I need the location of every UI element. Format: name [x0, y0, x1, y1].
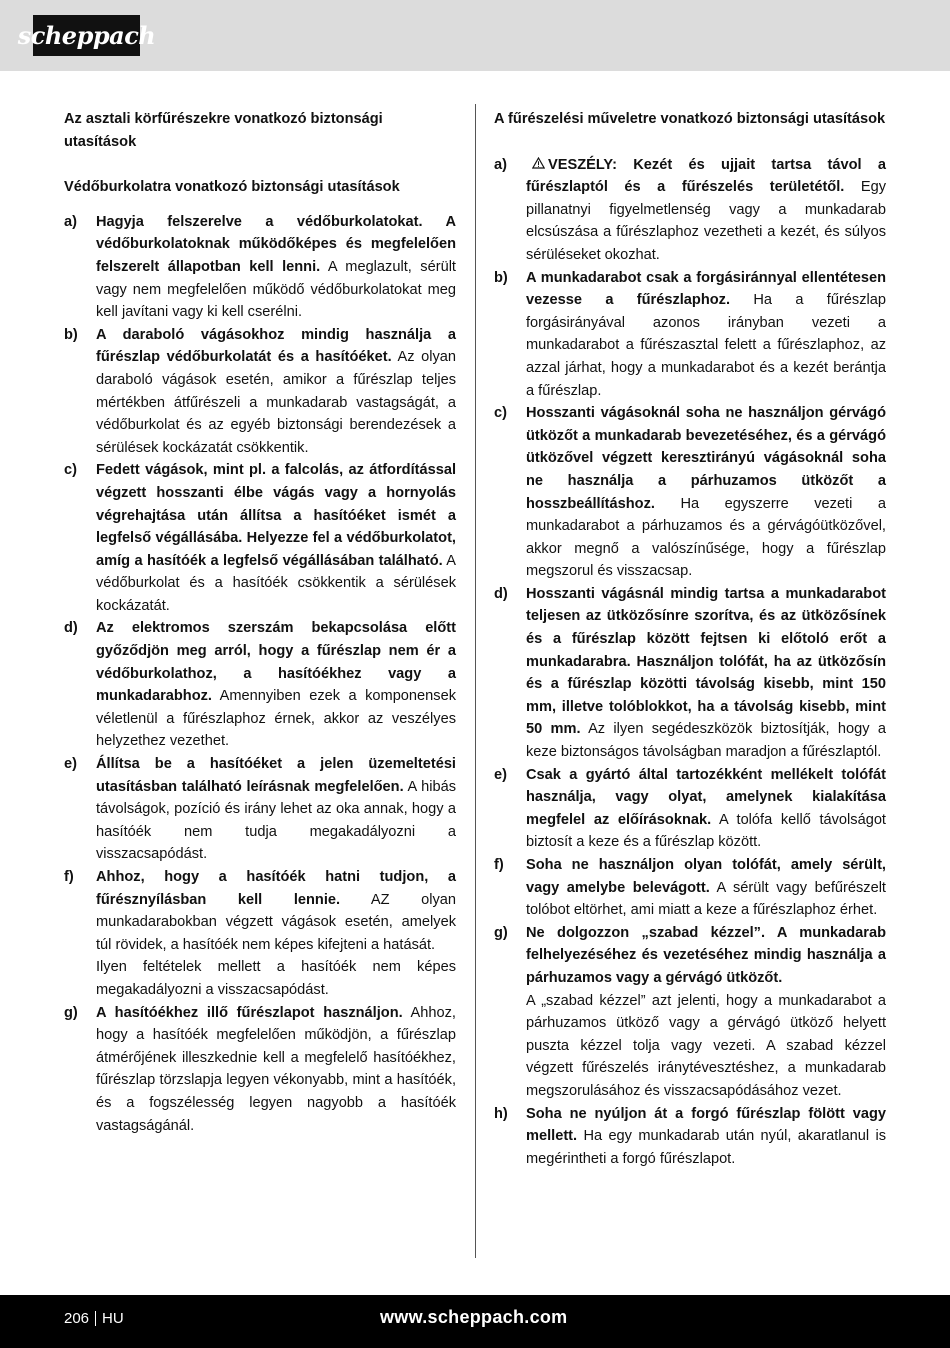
item-text: Az olyan daraboló vágások esetén, amikor a fűrészlap teljes mértékben átfűrészeli a munkadarab vastagságát, a védőburkolat és az egyéb biztonsági berendezések a sérülések kockázatát csökkentik. — [96, 349, 456, 456]
list-item — [64, 324, 456, 460]
item-text: Amennyiben ezek a komponensek véletlenül a fűrészlaphoz érnek, akkor az veszélyes helyzethez vezethet. — [96, 688, 456, 750]
item-bold-text: Állítsa be a hasítóéket a jelen üzemeltetési utasításban található leírásnak megfelelően. — [96, 756, 456, 795]
item-letter: h) — [494, 1105, 508, 1122]
item-text: A tolófa kellő távolságot biztosít a keze és a fűrészlap között. — [526, 811, 886, 851]
item-extra-text: A „szabad kézzel” azt jelenti, hogy a munkadarabot a párhuzamos ütköző vagy a gérvágó ütköző helyett puszta kézzel tolja vagy vezeti. A szabad kézzel végzett fűrészelés iránytévesztéshez, a munkadarab megszorulásához és visszacsapódásához vezet. — [526, 992, 886, 1099]
item-bold-text: Hosszanti vágásoknál soha ne használjon gérvágó ütközőt a munkadarab bevezetéséhez, és a gérvágó ütközővel végzett keresztirányú vágásoknál soha ne használja a párhuzamos ütközőt a hosszbeállításhoz. — [526, 405, 886, 512]
item-bold-text: Ne dolgozzon „szabad kézzel”. A munkadarab felhelyezéséhez és vezetéséhez mindig használja a párhuzamos vagy a gérvágó ütközőt. — [526, 924, 886, 986]
language-code: HU — [102, 1310, 124, 1327]
item-text: A meglazult, sérült vagy nem megfelelően működő védőburkolatokat meg kell javítani vagy ki kell cserélni. — [96, 258, 456, 321]
list-item — [64, 211, 456, 324]
item-bold-text: Soha ne nyúljon át a forgó fűrészlap fölött vagy mellett. — [526, 1105, 886, 1145]
list-item — [494, 1103, 886, 1171]
website-link[interactable]: www.scheppach.com — [380, 1307, 568, 1327]
item-letter: a) — [494, 156, 507, 173]
list-item — [494, 922, 886, 1103]
list-item — [494, 583, 886, 764]
list-item — [64, 617, 456, 753]
item-text: Ha a fűrészlap forgásirányával azonos irányban vezeti a munkadarabot a fűrészasztal felett a fűrészlaphoz, az azzal járhat, hogy a munkadarabot és a kezét berántja a fűrészlap. — [526, 292, 886, 399]
item-letter: f) — [494, 857, 504, 873]
item-letter: a) — [64, 213, 77, 230]
item-text: AZ olyan munkadarabokban végzett vágások esetén, amelyek túl rövidek, a hasítóék nem képes kifejteni a hatását. — [96, 891, 457, 953]
item-text: A védőburkolat és a hasítóék csökkentik a sérülések kockázatát. — [96, 552, 456, 614]
item-letter: d) — [64, 620, 78, 637]
list-item — [494, 854, 886, 922]
item-letter: f) — [64, 869, 74, 885]
item-letter: d) — [494, 585, 508, 602]
scheppach-logo: scheppach — [33, 15, 140, 56]
list-item — [64, 866, 456, 1002]
item-bold-text: Hosszanti vágásnál mindig tartsa a munkadarabot teljesen az ütközősínre szorítva, és az ütközősínek és a fűrészlap között fejtsen ki előtoló erőt a munkadarabra. Használjon tolófát, ha az ütközősín és a fűrészlap közötti távolság kisebb, mint 150 mm, illetve tolóblokkot, ha a távolság kisebb, mint 50 mm. — [526, 585, 886, 738]
item-bold-text: VESZÉLY: Kezét és ujjait tartsa távol a fűrészlaptól és a fűrészelés területétől. — [526, 156, 886, 196]
list-item — [64, 459, 456, 617]
column-divider — [475, 104, 476, 1258]
warning-triangle-icon — [532, 154, 545, 177]
item-bold-text: A daraboló vágásokhoz mindig használja a fűrészlap védőburkolatát és a hasítóéket. — [96, 326, 456, 366]
right-column — [494, 108, 886, 1170]
item-bold-text: Ahhoz, hogy a hasítóék hatni tudjon, a fűrésznyílásban kell lennie. — [96, 869, 456, 908]
item-text: Az ilyen segédeszközök biztosítják, hogy a keze biztonságos távolságban maradjon a fűrészlaptól. — [526, 721, 886, 761]
page-number: 206 — [64, 1310, 90, 1327]
item-text: Egy pillanatnyi figyelmetlenség vagy a munkadarab elcsúszása a fűrészlaphoz vezetheti a kezét, és súlyos sérüléseket okozhat. — [526, 179, 886, 263]
list-item — [494, 402, 886, 583]
list-item — [494, 154, 886, 267]
left-column — [64, 108, 456, 1137]
item-letter: g) — [494, 924, 508, 941]
item-text: Ha egy munkadarab után nyúl, akaratlanul is megérintheti a forgó fűrészlapot. — [526, 1128, 886, 1167]
item-letter: c) — [494, 405, 507, 422]
page-number-block — [64, 1310, 124, 1327]
item-letter: e) — [64, 756, 77, 773]
item-bold-text: Az elektromos szerszám bekapcsolása előtt győződjön meg arról, hogy a fűrészlap nem ér a védőburkolathoz, a hasítóékhez vagy a munkadarabhoz. — [96, 620, 456, 705]
item-text: Ahhoz, hogy a hasítóék megfelelően működjön, a fűrészlap átmérőjének illeszkednie kell a megfelelő hasítóékhez, fűrészlap törzslapja legyen vékonyabb, mint a hasítóék, és a fogszélesség legyen nagyobb a hasítóék vastagságánál. — [96, 1004, 456, 1134]
list-item — [494, 267, 886, 403]
item-bold-text: Csak a gyártó által tartozékként mellékelt tolófát használja, vagy olyat, amelynek kialakítása megfelel az előírásoknak. — [526, 766, 886, 828]
item-letter: c) — [64, 462, 77, 479]
subsection-heading-guards: Védőburkolatra vonatkozó biztonsági utasítások — [64, 179, 400, 196]
section-heading-sawing: A fűrészelési műveletre vonatkozó biztonsági utasítások — [494, 111, 886, 127]
item-text: A sérült vagy befűrészelt tolóbot eltörhet, ami miatt a keze a fűrészlaphoz érhet. — [526, 879, 886, 919]
section-heading-table-saw: Az asztali körfűrészekre vonatkozó biztonsági utasítások — [64, 111, 383, 150]
item-letter: e) — [494, 766, 507, 783]
separator — [95, 1311, 96, 1326]
item-bold-text: Soha ne használjon olyan tolófát, amely sérült, vagy amelybe belevágott. — [526, 857, 886, 896]
page-header — [0, 0, 950, 71]
list-item — [494, 764, 886, 854]
item-extra-text: Ilyen feltételek mellett a hasítóék nem képes megakadályozni a visszacsapódást. — [96, 959, 456, 998]
item-bold-text: A hasítóékhez illő fűrészlapot használjon. — [96, 1004, 403, 1021]
item-bold-text: Fedett vágások, mint pl. a falcolás, az átfordítással végzett hosszanti élbe vágás vagy a hornyolás végrehajtása után állítsa a hasítóéket ismét a legfelső végállásába. Helyezze fel a védőburkolatot, amíg a hasítóék a legfelső végállásában található. — [96, 462, 456, 569]
item-text: Ha egyszerre vezeti a munkadarabot a párhuzamos és a gérvágóütközővel, akkor megnő a valószínűsége, hogy a fűrészlap megszorul és visszacsap. — [526, 495, 886, 580]
page-footer — [0, 1295, 950, 1348]
list-item — [64, 1002, 456, 1138]
list-item — [64, 753, 456, 866]
item-letter: b) — [64, 326, 78, 343]
item-text: A hibás távolságok, pozíció és irány lehet az oka annak, hogy a hasítóék nem tudja megakadályozni a visszacsapódást. — [96, 778, 457, 863]
item-letter: g) — [64, 1004, 78, 1021]
item-bold-text: A munkadarabot csak a forgásiránnyal ellentétesen vezesse a fűrészlaphoz. — [526, 269, 886, 309]
item-letter: b) — [494, 269, 508, 286]
item-bold-text: Hagyja felszerelve a védőburkolatokat. A védőburkolatoknak működőképes és megfelelően felszerelt állapotban kell lenni. — [96, 213, 456, 275]
